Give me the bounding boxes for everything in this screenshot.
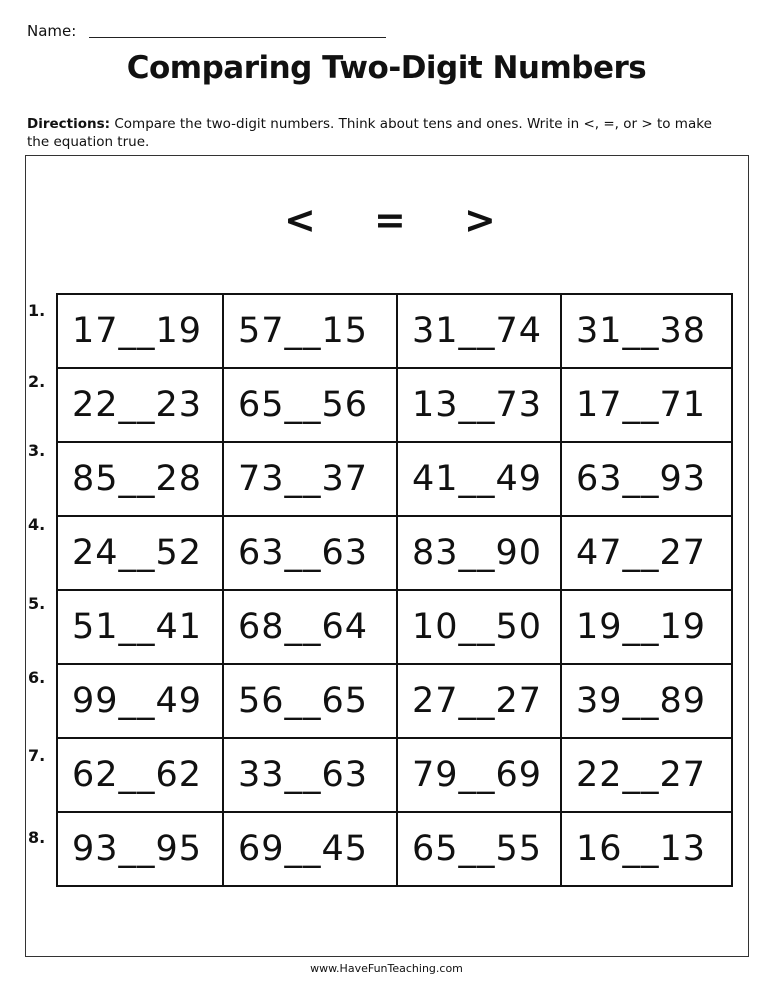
comparison-cell[interactable]: 17__71 (561, 368, 732, 442)
comparison-cell[interactable]: 17__19 (57, 294, 223, 368)
comparison-cell[interactable]: 69__45 (223, 812, 397, 886)
comparison-cell[interactable]: 31__74 (397, 294, 561, 368)
comparison-cell[interactable]: 56__65 (223, 664, 397, 738)
name-label: Name: (27, 22, 77, 40)
table-row (57, 738, 732, 812)
comparison-cell[interactable]: 93__95 (57, 812, 223, 886)
row-number: 6. (28, 668, 46, 687)
comparison-cell[interactable]: 27__27 (397, 664, 561, 738)
comparison-cell[interactable]: 31__38 (561, 294, 732, 368)
comparison-cell[interactable]: 79__69 (397, 738, 561, 812)
worksheet-title: Comparing Two-Digit Numbers (126, 50, 647, 86)
table-row (57, 590, 732, 664)
comparison-cell[interactable]: 63__63 (223, 516, 397, 590)
comparison-cell[interactable]: 41__49 (397, 442, 561, 516)
name-line[interactable] (89, 37, 386, 38)
comparison-cell[interactable]: 85__28 (57, 442, 223, 516)
row-number: 8. (28, 828, 46, 847)
comparison-cell[interactable]: 62__62 (57, 738, 223, 812)
less-than-symbol: < (284, 198, 316, 242)
table-row (57, 664, 732, 738)
equals-symbol: = (374, 198, 406, 242)
directions-text: Compare the two-digit numbers. Think about tens and ones. Write in <, =, or > to make the equation true. (27, 116, 712, 150)
comparison-cell[interactable]: 22__27 (561, 738, 732, 812)
table-row (57, 442, 732, 516)
comparison-cell[interactable]: 57__15 (223, 294, 397, 368)
row-number: 7. (28, 746, 46, 765)
comparison-cell[interactable]: 51__41 (57, 590, 223, 664)
comparison-cell[interactable]: 24__52 (57, 516, 223, 590)
comparison-cell[interactable]: 22__23 (57, 368, 223, 442)
comparison-cell[interactable]: 83__90 (397, 516, 561, 590)
comparison-cell[interactable]: 65__56 (223, 368, 397, 442)
table-row (57, 516, 732, 590)
symbol-key (0, 198, 773, 248)
footer-url: www.HaveFunTeaching.com (310, 962, 463, 975)
table-row (57, 368, 732, 442)
comparison-cell[interactable]: 73__37 (223, 442, 397, 516)
directions-label: Directions: (27, 116, 111, 132)
table-row (57, 812, 732, 886)
comparison-cell[interactable]: 99__49 (57, 664, 223, 738)
directions (27, 115, 727, 151)
comparison-cell[interactable]: 47__27 (561, 516, 732, 590)
table-row (57, 294, 732, 368)
row-number: 2. (28, 372, 46, 391)
comparison-cell[interactable]: 63__93 (561, 442, 732, 516)
row-number: 4. (28, 515, 46, 534)
greater-than-symbol: > (464, 198, 496, 242)
row-number: 1. (28, 301, 46, 320)
comparison-cell[interactable]: 16__13 (561, 812, 732, 886)
comparison-cell[interactable]: 19__19 (561, 590, 732, 664)
row-number: 3. (28, 441, 46, 460)
row-number: 5. (28, 594, 46, 613)
comparison-cell[interactable]: 13__73 (397, 368, 561, 442)
comparison-grid (56, 293, 733, 887)
comparison-cell[interactable]: 68__64 (223, 590, 397, 664)
comparison-cell[interactable]: 33__63 (223, 738, 397, 812)
comparison-cell[interactable]: 10__50 (397, 590, 561, 664)
comparison-cell[interactable]: 65__55 (397, 812, 561, 886)
comparison-cell[interactable]: 39__89 (561, 664, 732, 738)
